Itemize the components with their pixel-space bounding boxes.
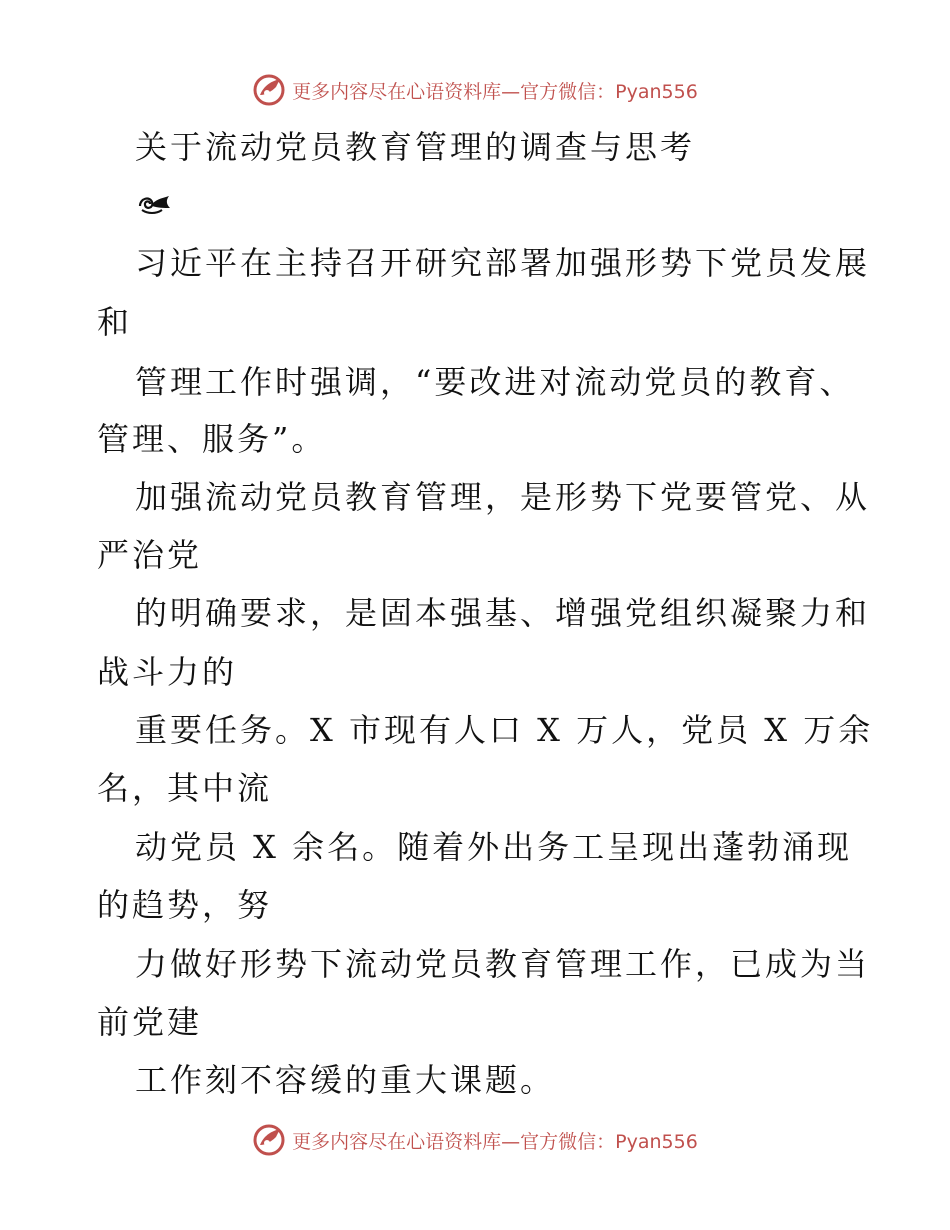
paragraph-line: 名，其中流 bbox=[97, 769, 273, 807]
paragraph-line: 严治党 bbox=[97, 536, 203, 574]
brush-seal-icon bbox=[252, 73, 286, 107]
paragraph-line: 的趋势，努 bbox=[97, 886, 273, 924]
paragraph-line: 和 bbox=[97, 303, 133, 341]
document-title: 关于流动党员教育管理的调查与思考 bbox=[135, 128, 696, 166]
paragraph-line: 重要任务。X 市现有人口 X 万人，党员 X 万余 bbox=[135, 711, 874, 749]
brush-seal-icon bbox=[252, 1123, 286, 1157]
paragraph-line: 工作刻不容缓的重大课题。 bbox=[135, 1061, 556, 1099]
paragraph-line: 动党员 X 余名。随着外出务工呈现出蓬勃涌现 bbox=[135, 828, 853, 866]
footer-banner bbox=[0, 1120, 950, 1160]
banner-text: 更多内容尽在心语资料库—官方微信：Pyan556 bbox=[292, 80, 698, 103]
paragraph-line: 的明确要求，是固本强基、增强党组织凝聚力和 bbox=[135, 594, 871, 632]
paragraph-line: 前党建 bbox=[97, 1003, 203, 1041]
banner-text: 更多内容尽在心语资料库—官方微信：Pyan556 bbox=[292, 1130, 698, 1153]
paragraph-line: 加强流动党员教育管理，是形势下党要管党、从 bbox=[135, 478, 871, 516]
flourish-icon bbox=[136, 190, 172, 218]
paragraph-line: 管理工作时强调，“要改进对流动党员的教育、 bbox=[135, 363, 855, 401]
paragraph-line: 习近平在主持召开研究部署加强形势下党员发展 bbox=[135, 244, 871, 282]
paragraph-line: 管理、服务”。 bbox=[97, 420, 327, 458]
paragraph-line: 力做好形势下流动党员教育管理工作，已成为当 bbox=[135, 945, 871, 983]
header-banner bbox=[0, 70, 950, 110]
paragraph-line: 战斗力的 bbox=[97, 653, 238, 691]
